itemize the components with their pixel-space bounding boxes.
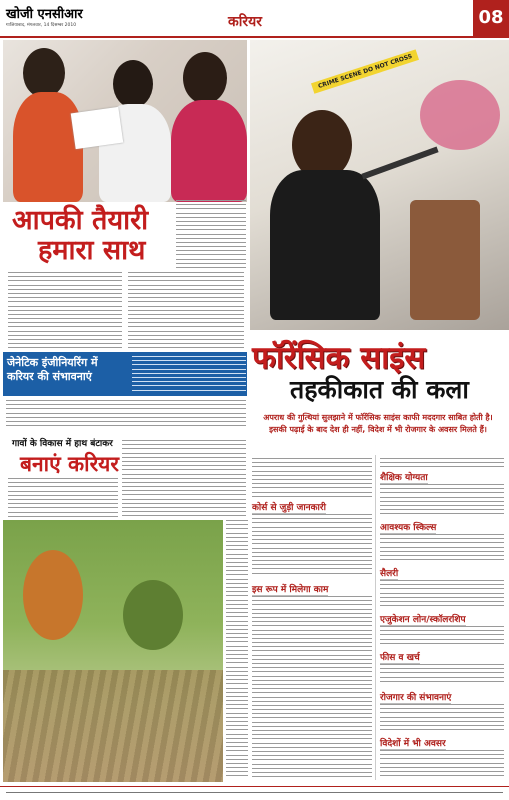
- subhead-earnings: इस रूप में मिलेगा काम: [252, 582, 328, 596]
- subhead-loan: एजुकेशन लोन/स्कॉलरशिप: [380, 612, 466, 626]
- wooden-chair: [410, 200, 480, 320]
- student-head-3: [183, 52, 227, 104]
- village-body-right: [122, 440, 246, 518]
- forensic-salary-body: [380, 580, 504, 610]
- field-rows: [3, 670, 223, 782]
- village-body-left: [8, 478, 118, 518]
- investigator-body: [270, 170, 380, 320]
- forensic-headline: फॉरेंसिक साइंस: [252, 340, 426, 376]
- forensic-right-intro: [380, 458, 504, 470]
- subhead-jobs: रोजगार की संभावनाएं: [380, 690, 451, 704]
- subhead-eligibility: शैक्षिक योग्यता: [380, 470, 428, 484]
- crop-bush: [123, 580, 183, 650]
- student-body-1: [13, 92, 83, 202]
- subhead-salary: सैलरी: [380, 566, 398, 580]
- page-header: [0, 0, 509, 38]
- article-body-top-right: [176, 200, 246, 270]
- column-rule: [375, 455, 376, 780]
- student-head-1: [23, 48, 65, 98]
- section-title: करियर: [228, 14, 262, 30]
- forensic-eligibility-body: [380, 484, 504, 518]
- subhead-fees: फीस व खर्च: [380, 650, 420, 664]
- forensic-fees-body: [380, 664, 504, 686]
- forensic-deck: अपराध की गुत्थियां सुलझाने में फॉरेंसिक साइंस काफी मददगार साबित होती है। इसकी पढ़ाई के बाद देश ही नहीं, विदेश में भी रोजगार के अवसर मिलते हैं।: [263, 413, 493, 434]
- main-headline: [12, 206, 148, 266]
- forensic-subheadline: तहकीकात की कला: [290, 375, 469, 404]
- forensic-skills-body: [380, 534, 504, 564]
- genetic-article-body: [6, 400, 246, 430]
- main-headline-line2: हमारा साथ: [38, 235, 146, 266]
- brush-tool: [361, 147, 438, 180]
- forensic-jobs-body: [380, 704, 504, 734]
- footer-imprint: [6, 792, 503, 796]
- masthead: खोजी एनसीआर: [6, 7, 83, 22]
- crime-scene-tape: CRIME SCENE DO NOT CROSS: [311, 49, 419, 94]
- forensic-intro-body: [252, 458, 372, 498]
- article-body-middle: [128, 272, 244, 350]
- rural-farm-photo: [3, 520, 223, 782]
- forensic-work-body: [252, 596, 372, 780]
- village-kicker: गावों के विकास में हाथ बंटाकर: [12, 439, 113, 449]
- subhead-abroad: विदेशों में भी अवसर: [380, 736, 446, 750]
- page-number: 08: [473, 0, 509, 36]
- genetic-title-line2: करियर की संभावनाएं: [7, 370, 92, 383]
- subhead-skills: आवश्यक स्किल्स: [380, 520, 436, 534]
- forensic-loan-body: [380, 626, 504, 648]
- dateline: गाजियाबाद, मंगलवार, 14 दिसम्बर 2010: [6, 23, 77, 28]
- student-head-2: [113, 60, 153, 108]
- article-body-left: [8, 272, 122, 350]
- flower-decor: [420, 80, 500, 150]
- genetic-title-line1: जेनेटिक इंजीनियरिंग में: [7, 356, 98, 369]
- subhead-courses: कोर्स से जुड़ी जानकारी: [252, 500, 326, 514]
- farmer-figure: [23, 550, 83, 640]
- main-headline-line1: आपकी तैयारी: [12, 205, 149, 236]
- student-body-3: [171, 100, 247, 202]
- village-headline: बनाएं करियर: [20, 452, 119, 476]
- forensic-abroad-body: [380, 750, 504, 780]
- rural-side-text: [226, 520, 248, 780]
- forensic-courses-body: [252, 514, 372, 578]
- page-footer: [0, 786, 509, 800]
- genetic-body: [132, 356, 246, 394]
- students-photo: [3, 40, 247, 202]
- forensic-photo: [250, 40, 509, 330]
- paper-sheet: [71, 107, 124, 149]
